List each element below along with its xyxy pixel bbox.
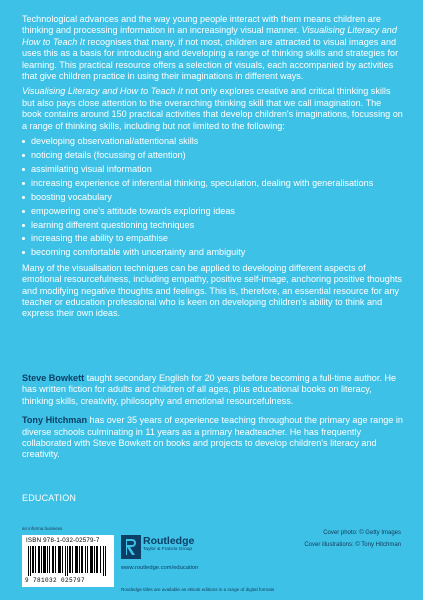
barcode-icon [28,546,108,576]
list-item: empowering one's attitude towards exploring ideas [22,206,403,217]
author-bios [22,373,403,469]
publisher-website: www.routledge.com/education [121,565,199,571]
author-name: Tony Hitchman [22,415,88,426]
list-item: boosting vocabulary [22,192,403,203]
list-item: increasing experience of inferential thinking, speculation, dealing with generalisations [22,178,403,189]
intro-paragraph-1 [22,14,403,82]
list-item: increasing the ability to empathise [22,233,403,244]
category-label: EDUCATION [22,493,77,503]
book-title-inline: Visualising Literacy and How to Teach It [22,25,397,47]
author-bio-text: taught secondary English for 20 years before becoming a full-time author. He has written fiction for adults and children of all ages, plus educational books on literacy, thinking skills, creativity, philosophy and emotional resourcefulness. [22,373,397,406]
informa-tagline: an informa business [22,526,63,531]
author-bio [22,415,403,461]
list-item: noticing details (focussing of attention) [22,150,403,161]
list-item: learning different questioning techniques [22,220,403,231]
barcode-box [22,535,114,587]
author-name: Steve Bowkett [22,373,85,383]
routledge-logo-icon [121,535,141,559]
list-item: assimilating visual information [22,164,403,175]
outro-paragraph: Many of the visualisation techniques can be applied to developing different aspects of emotional resourcefulness, including empathy, positive self-image, anchoring positive thoughts and modifying negative thoughts and feelings. This is, therefore, an essential resource for any teacher or education professional who is keen on developing children's ability to think and express their own ideas. [22,262,402,319]
list-item: developing observational/attentional skills [22,136,403,147]
intro-paragraph-2 [22,86,403,132]
publisher-name: Routledge [143,535,195,547]
intro-text: Technological advances and the way young people interact with them means children are thinking and processing information in an increasingly visual manner. [22,14,381,36]
author-bio [22,373,403,407]
cover-photo-credit: Cover photo: © Getty Images [323,530,401,536]
publisher-group: Taylor & Francis Group [143,547,193,552]
ebook-note: Routledge titles are available as eBook editions in a range of digital formats [121,587,275,592]
footer [0,525,423,600]
isbn: ISBN 978-1-032-02579-7 [26,537,100,544]
blurb [22,14,403,324]
author-bio-text: has over 35 years of experience teaching throughout the primary age range in diverse schools culminating in 11 years as a primary headteacher. He has frequently collaborated with Steve Bowkett on books and projects to develop children's literacy and creativity. [22,415,403,460]
list-item: becoming comfortable with uncertainty and ambiguity [22,247,403,258]
intro-text-cont: recognises that many, if not most, children are attracted to visual images and uses this as a basis for introducing and developing a range of thinking skills and strategies for learning. This practical resource offers a selection of visuals, each accompanied by activities that give children practice in using their imaginations in different ways. [22,36,399,82]
cover-credits [304,527,401,551]
intro-text-cont: not only explores creative and critical thinking skills but also pays close attention to the overarching thinking skill that we call imagination. The book contains around 150 practical activities that develop children's imaginations, focussing on a range of thinking skills, including but not limited to the following: [22,86,403,131]
book-title-inline: Visualising Literacy and How to Teach It [22,86,183,97]
skills-list [22,136,403,259]
cover-illustration-credit: Cover illustrations: © Tony Hitchman [304,542,401,548]
barcode-number: 9 781032 025797 [25,577,86,584]
